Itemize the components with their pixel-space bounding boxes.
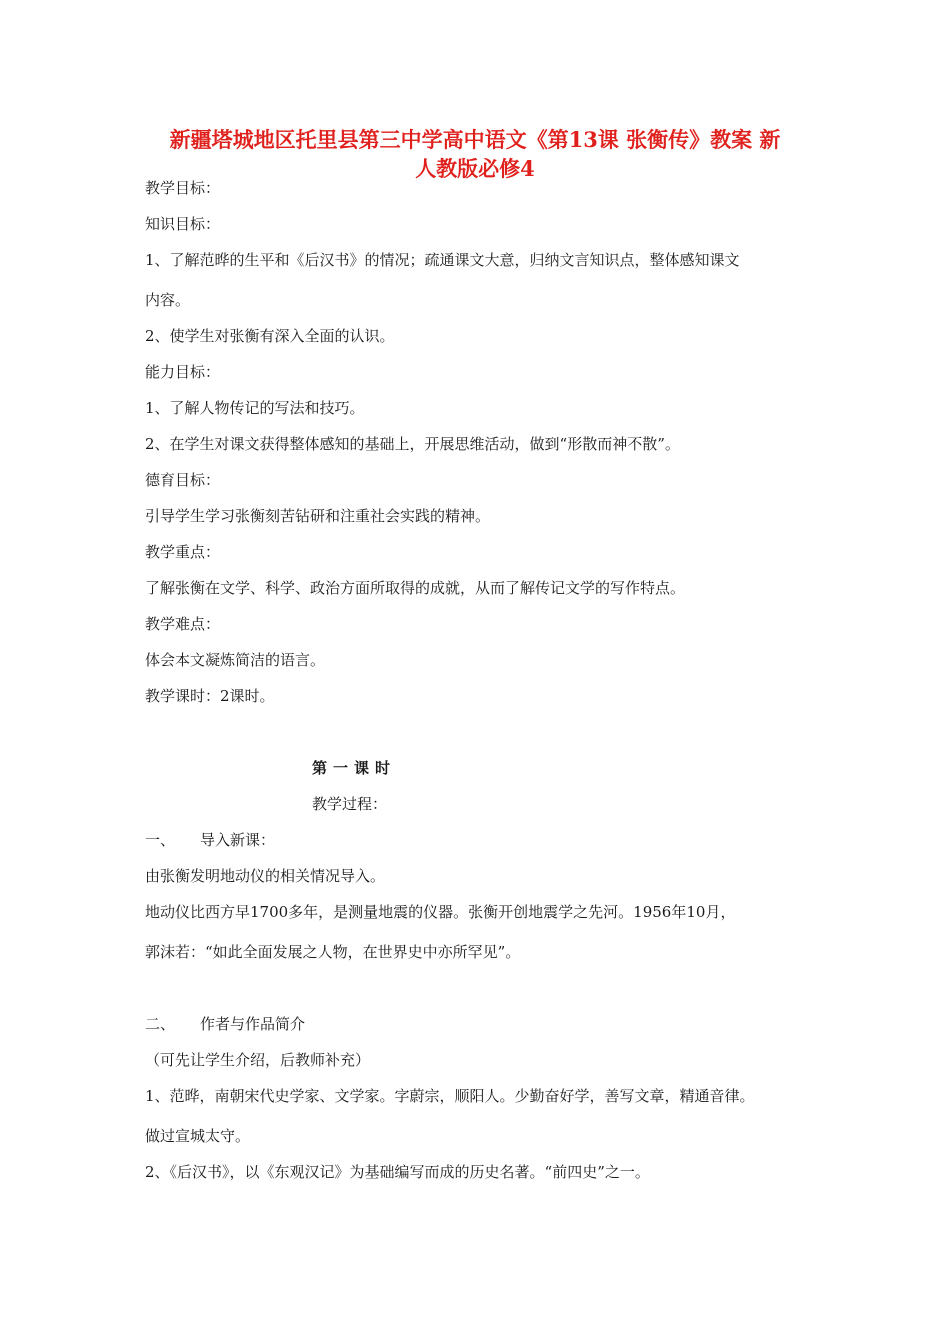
part1-line-3: 郭沫若：“如此全面发展之人物，在世界史中亦所罕见”。 — [145, 943, 521, 961]
ability-goals-heading: 能力目标： — [145, 363, 221, 381]
part1-heading — [145, 830, 275, 850]
part2-title: 作者与作品简介 — [200, 1015, 306, 1033]
title-line-1: 新疆塔城地区托里县第三中学高中语文《第13课 张衡传》教案 新 — [169, 127, 781, 152]
knowledge-goal-2: 2、使学生对张衡有深入全面的认识。 — [145, 327, 395, 345]
part2-item-2: 2、《后汉书》，以《东观汉记》为基础编写而成的历史名著。“前四史”之一。 — [145, 1163, 650, 1181]
key-points-text: 了解张衡在文学、科学、政治方面所取得的成就，从而了解传记文学的写作特点。 — [145, 579, 686, 597]
section-heading: 第一课时 — [312, 759, 397, 777]
part1-title: 导入新课： — [200, 831, 276, 849]
moral-goals-heading: 德育目标： — [145, 471, 221, 489]
part1-number: 一、 — [145, 831, 176, 849]
difficulties-heading: 教学难点： — [145, 615, 221, 633]
part2-heading — [145, 1014, 305, 1034]
part2-note: （可先让学生介绍，后教师补充） — [145, 1051, 371, 1069]
part2-number: 二、 — [145, 1015, 176, 1033]
title-line-2: 人教版必修4 — [415, 156, 535, 181]
knowledge-goals-heading: 知识目标： — [145, 215, 221, 233]
ability-goal-1: 1、了解人物传记的写法和技巧。 — [145, 399, 365, 417]
teaching-goals-heading: 教学目标： — [145, 179, 221, 197]
class-hours: 教学课时：2课时。 — [145, 687, 275, 705]
difficulties-text: 体会本文凝炼简洁的语言。 — [145, 651, 326, 669]
part2-item-1-cont: 做过宣城太守。 — [145, 1127, 251, 1145]
knowledge-goal-1: 1、了解范晔的生平和《后汉书》的情况；疏通课文大意，归纳文言知识点，整体感知课文 — [145, 251, 740, 269]
part2-item-1: 1、范晔，南朝宋代史学家、文学家。字蔚宗，顺阳人。少勤奋好学，善写文章，精通音律。 — [145, 1087, 755, 1105]
ability-goal-2: 2、在学生对课文获得整体感知的基础上，开展思维活动，做到“形散而神不散”。 — [145, 435, 680, 453]
key-points-heading: 教学重点： — [145, 543, 221, 561]
part1-line-2: 地动仪比西方早1700多年，是测量地震的仪器。张衡开创地震学之先河。1956年10月， — [145, 903, 736, 921]
document-title — [140, 125, 810, 183]
moral-goal: 引导学生学习张衡刻苦钻研和注重社会实践的精神。 — [145, 507, 491, 525]
process-label: 教学过程： — [312, 795, 388, 813]
part1-line-1: 由张衡发明地动仪的相关情况导入。 — [145, 867, 386, 885]
knowledge-goal-1-cont: 内容。 — [145, 291, 191, 309]
